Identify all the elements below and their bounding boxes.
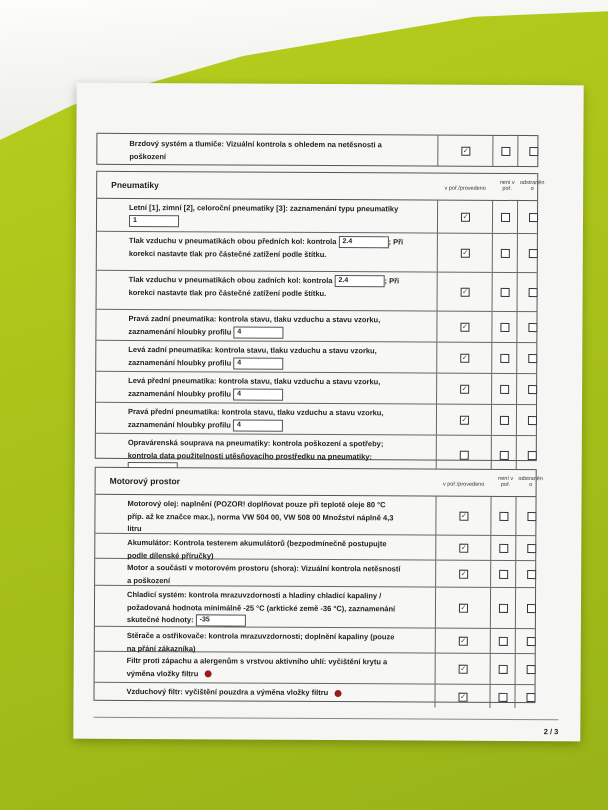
not-ok-checkbox[interactable] [500, 451, 509, 460]
table-row [97, 199, 537, 234]
fixed-checkbox[interactable] [528, 385, 537, 394]
column-header-ok: v poř./provedeno [442, 481, 485, 488]
table-row [97, 271, 537, 312]
ok-checkbox[interactable]: ✓ [460, 693, 466, 701]
table-row [95, 586, 535, 629]
fixed-checkbox[interactable] [527, 665, 536, 674]
not-ok-checkbox[interactable] [499, 512, 508, 521]
ok-checkbox[interactable] [460, 451, 469, 460]
not-ok-checkbox[interactable] [500, 354, 509, 363]
ok-checkbox[interactable]: ✓ [461, 416, 468, 424]
fixed-checkbox[interactable] [526, 693, 535, 702]
value-field[interactable]: -35 [196, 614, 246, 626]
column-header-not-ok: není v poř. [498, 475, 514, 488]
brake-section [96, 133, 538, 167]
ok-checkbox[interactable]: ✓ [462, 213, 469, 221]
column-header-ok: v poř./provedeno [444, 185, 486, 192]
not-ok-checkbox[interactable] [500, 323, 509, 332]
ok-checkbox[interactable]: ✓ [461, 323, 468, 331]
column-header-not-ok: není v poř. [499, 179, 515, 192]
engine-section [93, 467, 543, 703]
not-ok-checkbox[interactable] [499, 604, 508, 613]
ok-checkbox[interactable]: ✓ [460, 637, 467, 645]
fixed-checkbox[interactable] [527, 637, 536, 646]
value-field[interactable]: 1 [129, 214, 179, 226]
red-marker-icon [204, 670, 211, 677]
not-ok-checkbox[interactable] [500, 385, 509, 394]
ok-checkbox[interactable]: ✓ [462, 249, 469, 257]
table-row [97, 232, 537, 273]
not-ok-checkbox[interactable] [499, 570, 508, 579]
fixed-checkbox[interactable] [529, 249, 538, 258]
ok-checkbox[interactable]: ✓ [460, 665, 467, 673]
fixed-checkbox[interactable] [527, 512, 536, 521]
row-text: Pravá přední pneumatika: kontrola stavu, tlaku vzduchu a stavu vzorku, zaznamenání hloubky profilu 4 [128, 406, 403, 432]
row-text: Motorový olej: naplnění (POZOR! doplňovat pouze při teplotě oleje 80 °C příp. až ke značce max.), norma VW 504 00, VW 508 00 Množství náplně 4,3 litru [127, 498, 394, 534]
fixed-checkbox[interactable] [529, 147, 538, 156]
ok-checkbox[interactable]: ✓ [461, 512, 467, 520]
value-field[interactable]: 4 [233, 357, 283, 369]
fixed-checkbox[interactable] [527, 604, 536, 613]
value-field[interactable]: 2.4 [335, 275, 385, 287]
section-header [97, 172, 545, 201]
row-text: Letní [1], zimní [2], celoroční pneumatiky [3]: zaznamenání typu pneumatiky 1 [129, 202, 404, 228]
ok-checkbox[interactable]: ✓ [461, 385, 468, 393]
ok-checkbox[interactable]: ✓ [461, 354, 468, 362]
fixed-checkbox[interactable] [527, 544, 536, 553]
row-text: Levá zadní pneumatika: kontrola stavu, tlaku vzduchu a stavu vzorku, zaznamenání hloubky profilu 4 [128, 344, 403, 370]
row-text: Motor a součásti v motorovém prostoru (shora): Vizuální kontrola netěsností a poškození [127, 562, 401, 585]
fixed-checkbox[interactable] [528, 451, 537, 460]
fixed-checkbox[interactable] [527, 570, 536, 579]
table-row [95, 559, 535, 588]
fixed-checkbox[interactable] [528, 416, 537, 425]
value-field[interactable]: 2.4 [338, 236, 388, 248]
ok-checkbox[interactable]: ✓ [460, 544, 467, 552]
column-header-fixed: odstraněn o [518, 475, 543, 489]
not-ok-checkbox[interactable] [499, 544, 508, 553]
section-title: Motorový prostor [109, 475, 181, 487]
value-field[interactable]: 4 [233, 419, 283, 431]
fixed-checkbox[interactable] [528, 354, 537, 363]
section-title: Pneumatiky [111, 179, 159, 191]
page-number: 2 / 3 [543, 727, 559, 737]
not-ok-checkbox[interactable] [498, 693, 507, 702]
row-text: Opravárenská souprava na pneumatiky: kontrola poškození a spotřeby; kontrola data použitelnosti utěsňovacího prostředku na pneumatiky: [128, 437, 403, 476]
value-field[interactable]: 4 [233, 388, 283, 400]
table-row [96, 403, 536, 436]
ok-checkbox[interactable]: ✓ [462, 288, 469, 296]
ok-checkbox[interactable]: ✓ [460, 604, 467, 612]
table-row [95, 627, 535, 654]
table-row [96, 372, 536, 405]
ok-checkbox[interactable]: ✓ [462, 147, 469, 155]
table-row [95, 652, 535, 685]
not-ok-checkbox[interactable] [500, 416, 509, 425]
row-text: Pravá zadní pneumatika: kontrola stavu, tlaku vzduchu a stavu vzorku, zaznamenání hloubky profilu 4 [128, 313, 403, 339]
fixed-checkbox[interactable] [529, 213, 538, 222]
table-row [95, 534, 535, 561]
table-row [95, 495, 535, 536]
not-ok-checkbox[interactable] [501, 147, 510, 156]
footer-divider [93, 717, 558, 720]
row-text: Akumulátor: Kontrola testerem akumulátorů (bezpodmínečně postupujte podle dílenské příručky) [127, 537, 387, 560]
row-text: Vzduchový filtr: vyčištění pouzdra a výměna vložky filtru [126, 686, 401, 700]
table-row [97, 134, 537, 166]
row-text: Tlak vzduchu v pneumatikách obou předních kol: kontrola 2.4 ; Při korekci nastavte tlak pro částečné zatížení podle štítku. [128, 235, 404, 259]
fixed-checkbox[interactable] [528, 323, 537, 332]
not-ok-checkbox[interactable] [501, 249, 510, 258]
value-field[interactable]: 4 [233, 326, 283, 338]
not-ok-checkbox[interactable] [501, 288, 510, 297]
table-row [96, 310, 536, 343]
red-marker-icon [334, 690, 341, 697]
section-header [96, 468, 543, 497]
not-ok-checkbox[interactable] [499, 637, 508, 646]
row-text: Stěrače a ostřikovače: kontrola mrazuvzdornosti; doplnění kapaliny (pouze na přání zákazníka) [126, 630, 395, 653]
not-ok-checkbox[interactable] [501, 213, 510, 222]
row-text: Levá přední pneumatika: kontrola stavu, tlaku vzduchu a stavu vzorku, zaznamenání hloubky profilu 4 [128, 375, 403, 401]
ok-checkbox[interactable]: ✓ [460, 570, 467, 578]
tyres-section [95, 171, 545, 461]
table-row [96, 341, 536, 374]
row-text: Filtr proti zápachu a alergenům s vrstvou aktivního uhlí: vyčištění krytu a výměna vložky filtru [126, 655, 388, 678]
table-row [94, 683, 534, 708]
fixed-checkbox[interactable] [529, 288, 538, 297]
row-text: Chladicí systém: kontrola mrazuvzdornosti a hladiny chladicí kapaliny / požadovaná hodnota minimálně -25 °C (arktické země -36 °C), zaznamenání skutečné hodnoty: -35 [127, 589, 402, 628]
row-text: Tlak vzduchu v pneumatikách obou zadních kol: kontrola 2.4 ; Při korekci nastavte tlak pro částečné zatížení podle štítku. [128, 274, 400, 298]
column-header-fixed: odstraněn o [519, 179, 545, 193]
row-text: Brzdový systém a tlumiče: Vizuální kontrola s ohledem na netěsnosti a poškození [129, 138, 382, 161]
not-ok-checkbox[interactable] [499, 665, 508, 674]
inspection-sheet [73, 83, 583, 742]
